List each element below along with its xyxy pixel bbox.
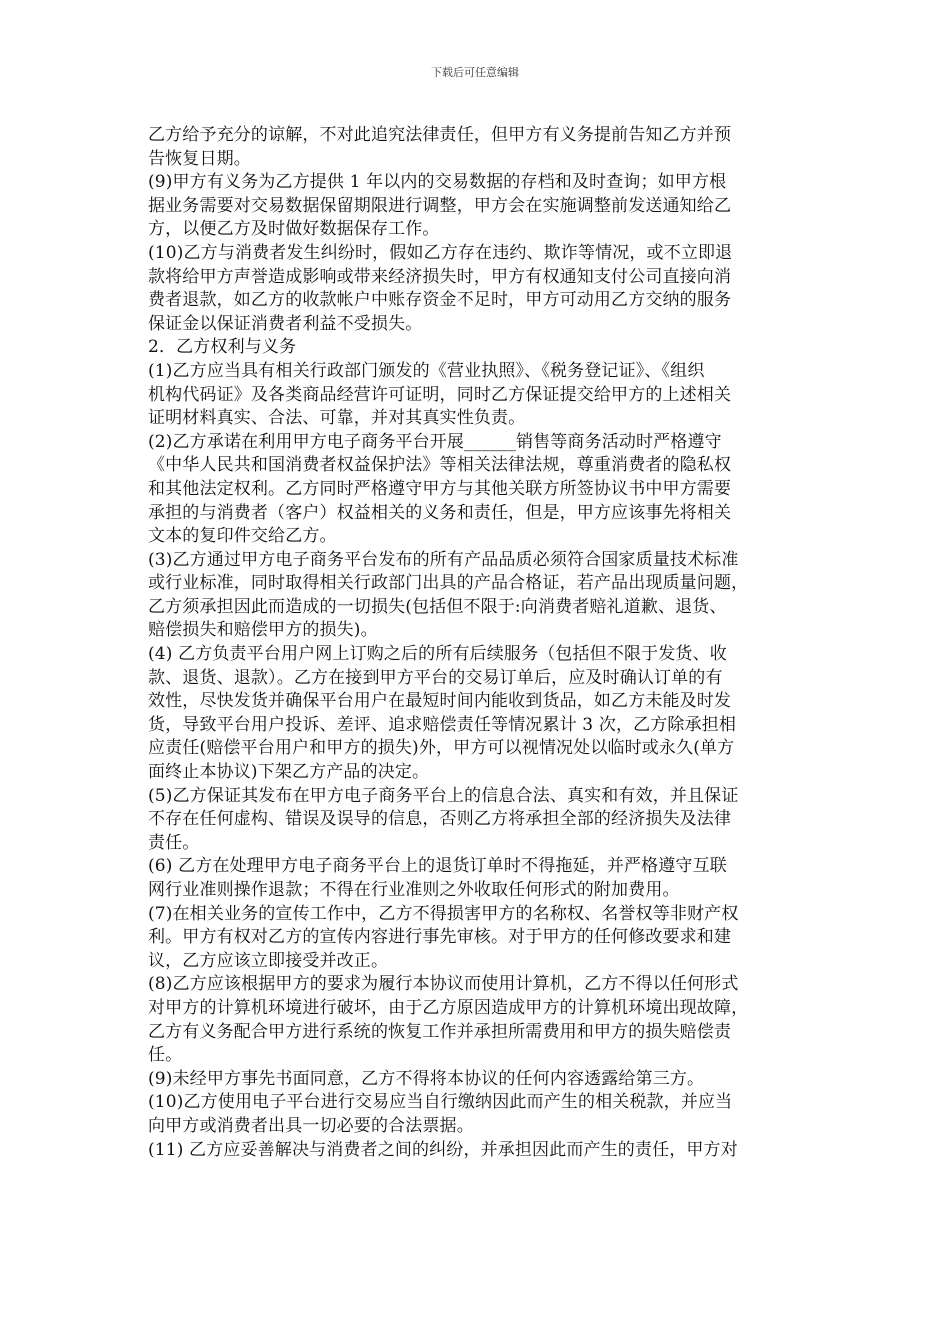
text-line: (2)乙方承诺在利用甲方电子商务平台开展______销售等商务活动时严格遵守 [148,431,722,452]
text-line: (3)乙方通过甲方电子商务平台发布的所有产品品质必须符合国家质量技术标准 [148,549,739,570]
text-line: 不存在任何虚构、错误及误导的信息，否则乙方将承担全部的经济损失及法律 [148,809,732,830]
text-line: 或行业标准，同时取得相关行政部门出具的产品合格证，若产品出现质量问题， [148,573,749,594]
text-line: (10)乙方使用电子平台进行交易应当自行缴纳因此而产生的相关税款，并应当 [148,1092,733,1113]
text-line: 责任。 [148,832,200,853]
text-line: 对甲方的计算机环境进行破坏，由于乙方原因造成甲方的计算机环境出现故障， [148,997,749,1018]
text-line: 赔偿损失和赔偿甲方的损失)。 [148,620,378,641]
text-line: 面终止本协议)下架乙方产品的决定。 [148,762,430,783]
page-header: 下载后可任意编辑 [431,66,519,79]
text-line: (6) 乙方在处理甲方电子商务平台上的退货订单时不得拖延，并严格遵守互联 [148,856,727,877]
text-line: (7)在相关业务的宣传工作中，乙方不得损害甲方的名称权、名誉权等非财产权 [148,903,739,924]
text-line: 告恢复日期。 [148,148,251,169]
text-line: 保证金以保证消费者利益不受损失。 [148,313,423,334]
text-line: (5)乙方保证其发布在甲方电子商务平台上的信息合法、真实和有效，并且保证 [148,785,739,806]
text-line: (10)乙方与消费者发生纠纷时，假如乙方存在违约、欺诈等情况，或不立即退 [148,242,733,263]
text-line: 证明材料真实、合法、可靠，并对其真实性负责。 [148,408,526,429]
text-line: 网行业准则操作退款；不得在行业准则之外收取任何形式的附加费用。 [148,880,680,900]
text-line: 文本的复印件交给乙方。 [148,526,337,547]
text-line: 货，导致平台用户投诉、差评、追求赔偿责任等情况累计 3 次，乙方除承担相 [148,714,737,735]
text-line: 和其他法定权利。乙方同时严格遵守甲方与其他关联方所签协议书中甲方需要 [148,478,732,499]
text-line: (1)乙方应当具有相关行政部门颁发的《营业执照》、《税务登记证》、《组织 [148,360,705,381]
text-line: 效性，尽快发货并确保平台用户在最短时间内能收到货品，如乙方未能及时发 [148,691,732,712]
text-line: 任。 [148,1045,183,1066]
text-line: 利。甲方有权对乙方的宣传内容进行事先审核。对于甲方的任何修改要求和建 [148,927,732,948]
text-line: 《中华人民共和国消费者权益保护法》等相关法律法规，尊重消费者的隐私权 [148,455,732,476]
text-line: (9)甲方有义务为乙方提供 1 年以内的交易数据的存档和及时查询；如甲方根 [148,172,727,193]
text-line: 费者退款，如乙方的收款帐户中账存资金不足时，甲方可动用乙方交纳的服务 [148,290,732,311]
text-line: 款将给甲方声誉造成影响或带来经济损失时，甲方有权通知支付公司直接向消 [148,266,732,287]
text-line: (11) 乙方应妥善解决与消费者之间的纠纷，并承担因此而产生的责任，甲方对 [148,1139,738,1160]
text-line: 乙方有义务配合甲方进行系统的恢复工作并承担所需费用和甲方的损失赔偿责 [148,1021,732,1042]
text-line: 2．乙方权利与义务 [148,337,297,358]
text-line: 方，以便乙方及时做好数据保存工作。 [148,219,440,240]
document-body [148,124,814,1162]
text-line: 应责任(赔偿平台用户和甲方的损失)外，甲方可以视情况处以临时或永久(单方 [148,738,735,759]
text-line: 向甲方或消费者出具一切必要的合法票据。 [148,1115,474,1136]
text-line: (8)乙方应该根据甲方的要求为履行本协议而使用计算机，乙方不得以任何形式 [148,974,739,995]
text-line: 机构代码证》及各类商品经营许可证明，同时乙方保证提交给甲方的上述相关 [148,384,732,405]
text-line: 据业务需要对交易数据保留期限进行调整，甲方会在实施调整前发送通知给乙 [148,195,732,216]
text-line: (4) 乙方负责平台用户网上订购之后的所有后续服务（包括但不限于发货、收 [148,644,727,665]
text-line: 款、退货、退款）。乙方在接到甲方平台的交易订单后，应及时确认订单的有 [148,667,723,688]
text-line: 承担的与消费者（客户）权益相关的义务和责任，但是，甲方应该事先将相关 [148,502,732,523]
text-line: 乙方给予充分的谅解，不对此追究法律责任，但甲方有义务提前告知乙方并预 [148,125,732,145]
text-line: (9)未经甲方事先书面同意，乙方不得将本协议的任何内容透露给第三方。 [148,1068,705,1089]
text-line: 乙方须承担因此而造成的一切损失(包括但不限于:向消费者赔礼道歉、退货、 [148,596,727,617]
text-line: 议，乙方应该立即接受并改正。 [148,950,389,971]
